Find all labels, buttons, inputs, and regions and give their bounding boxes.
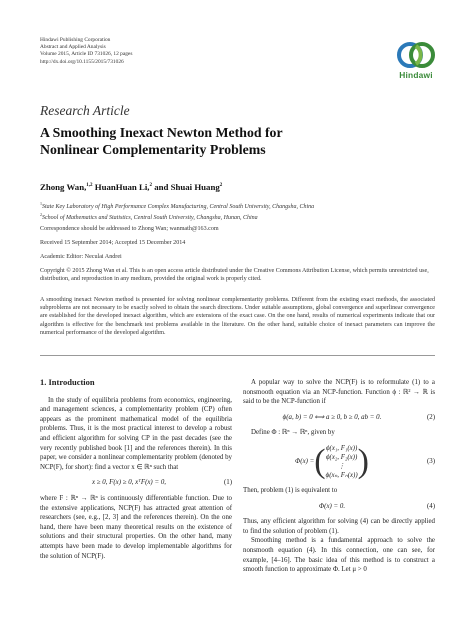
- equation-3: [243, 444, 435, 480]
- hindawi-logo: [394, 38, 438, 84]
- affiliation-text: State Key Laboratory of High Performance Complex Manufacturing, Central South University, Changsha, China: [42, 204, 315, 210]
- body-paragraph: Thus, any efficient algorithm for solving (4) can be directly applied to find the solution of problem (1).: [243, 518, 435, 535]
- article-type: Research Article: [40, 103, 130, 118]
- section-heading: 1. Introduction: [40, 377, 95, 387]
- section-divider: [40, 355, 435, 356]
- equation-content: x ≥ 0, F(x) ≥ 0, xᵀF(x) = 0,: [92, 479, 166, 487]
- doi-link[interactable]: http://dx.doi.org/10.1155/2015/731026: [40, 58, 124, 65]
- publisher-name: Hindawi Publishing Corporation: [40, 37, 111, 43]
- matrix-entry: ϕ(x₂, F₂(x)): [325, 453, 358, 461]
- affiliation-item: [40, 200, 314, 211]
- title-line-2: Nonlinear Complementarity Problems: [40, 142, 266, 157]
- matrix-entry: ϕ(x₁, F₁(x)): [325, 444, 358, 452]
- author-affil-mark: 2: [149, 183, 153, 189]
- equation-number: (4): [426, 502, 435, 510]
- hindawi-rings-icon: [396, 38, 436, 72]
- body-paragraph: In the study of equilibria problems from economics, engineering, and management sciences, a complementarity problem (CP) often appears as the prominent mathematical model of the equilibria problems. Thus, it is the most practical interest to develop a robust and efficient algorithm for solving CP in the past decades (see the very recently published book [1] and the references therein). In this paper, we consider a nonlinear complementarity problem (denoted by NCP(F), for short): find a vector x ∈ ℝⁿ such that: [40, 396, 232, 471]
- affiliation-text: School of Mathematics and Statistics, Central South University, Changsha, Hunan, China: [42, 215, 258, 222]
- article-title: [40, 124, 340, 158]
- equation-2: [243, 413, 435, 423]
- copyright-notice: Copyright © 2015 Zhong Wan et al. This is an open access article distributed under the Creative Commons Attribution License, which permits unrestricted use, distribution, and reproduction in any medium, provided the original work is properly cited.: [40, 268, 429, 283]
- affiliation-mark: 2: [40, 212, 42, 218]
- title-line-1: A Smoothing Inexact Newton Method for: [40, 125, 283, 140]
- matrix-entry: ϕ(xₙ, Fₙ(x)): [325, 471, 358, 479]
- equation-matrix: [243, 444, 421, 480]
- editor-line: Academic Editor: Neculai Andrei: [40, 254, 122, 260]
- right-paren-icon: ): [357, 442, 369, 480]
- volume-line: Volume 2015, Article ID 731026, 12 pages: [40, 51, 133, 58]
- equation-1: [40, 478, 232, 488]
- affiliations: [40, 200, 314, 223]
- equation-number: (3): [426, 458, 435, 466]
- body-paragraph: A popular way to solve the NCP(F) is to reformulate (1) to a nonsmooth equation via an NCP-function. Function ϕ : ℝ² → ℝ is said to be the NCP-function if: [243, 379, 435, 406]
- author-list: [40, 182, 222, 192]
- body-paragraph: Smoothing method is a fundamental approach to solve the nonsmooth equation (4). In this connection, one can see, for example, [4–16]. The basic idea of this method is to construct a smooth function to approximate Φ. Let μ > 0: [243, 537, 435, 574]
- affiliation-mark: 1: [40, 201, 42, 206]
- equation-content: ϕ(a, b) = 0 ⟺ a ≥ 0, b ≥ 0, ab = 0.: [282, 413, 382, 421]
- author-name: HuanHuan Li,: [92, 182, 150, 192]
- author-name: and Shuai Huang: [152, 182, 220, 192]
- left-paren-icon: (: [314, 442, 326, 480]
- author-affil-mark: 2: [219, 183, 223, 189]
- body-paragraph: where F : ℝⁿ → ℝⁿ is continuously differentiable function. Due to the extensive applications, NCP(F) has attracted great attention of researchers (see, e.g., [2, 3] and the references therein). On the one hand, there have been many theoretical results on the existence of solutions and their structural properties. On the other hand, many attempts have been made to develop implementable algorithms for the solution of NCP(F).: [40, 494, 232, 560]
- dates-line: Received 15 September 2014; Accepted 15 December 2014: [40, 240, 186, 246]
- body-paragraph: Then, problem (1) is equivalent to: [243, 486, 338, 494]
- equation-4: [243, 502, 435, 512]
- right-column: [243, 378, 435, 575]
- matrix-rows: [326, 444, 358, 480]
- equation-number: (2): [426, 413, 435, 421]
- left-column: [40, 378, 232, 561]
- equation-content: Φ(x) = 0.: [318, 502, 346, 510]
- body-paragraph: Define Φ : ℝⁿ → ℝⁿ, given by: [251, 429, 335, 437]
- abstract-text: A smoothing inexact Newton method is presented for solving nonlinear complementarity problems. Different from the existing exact methods, the associated subproblems are not necessary to be exactly solved to obtain the search directions. Under suitable assumptions, global convergence and superlinear convergence are established for the developed inexact algorithm, which are extensions of the exact case. On the one hand, results of numerical experiments indicate that our algorithm is effective for the benchmark test problems available in the literature. On the other hand, suitable choice of inexact parameters can improve the numerical performance of the developed algorithm.: [40, 297, 435, 336]
- affiliation-item: [40, 211, 314, 222]
- logo-wordmark: Hindawi: [399, 70, 433, 80]
- journal-name: Abstract and Applied Analysis: [40, 44, 106, 51]
- equation-lhs: Φ(x) =: [295, 458, 315, 466]
- equation-number: (1): [223, 479, 232, 487]
- matrix-entry: ⋮: [338, 462, 346, 470]
- author-affil-mark: 1,2: [86, 183, 93, 189]
- correspondence-line: Correspondence should be addressed to Zhong Wan; wanmath@163.com: [40, 226, 219, 232]
- publication-info: [40, 37, 132, 66]
- author-name: Zhong Wan,: [40, 182, 87, 192]
